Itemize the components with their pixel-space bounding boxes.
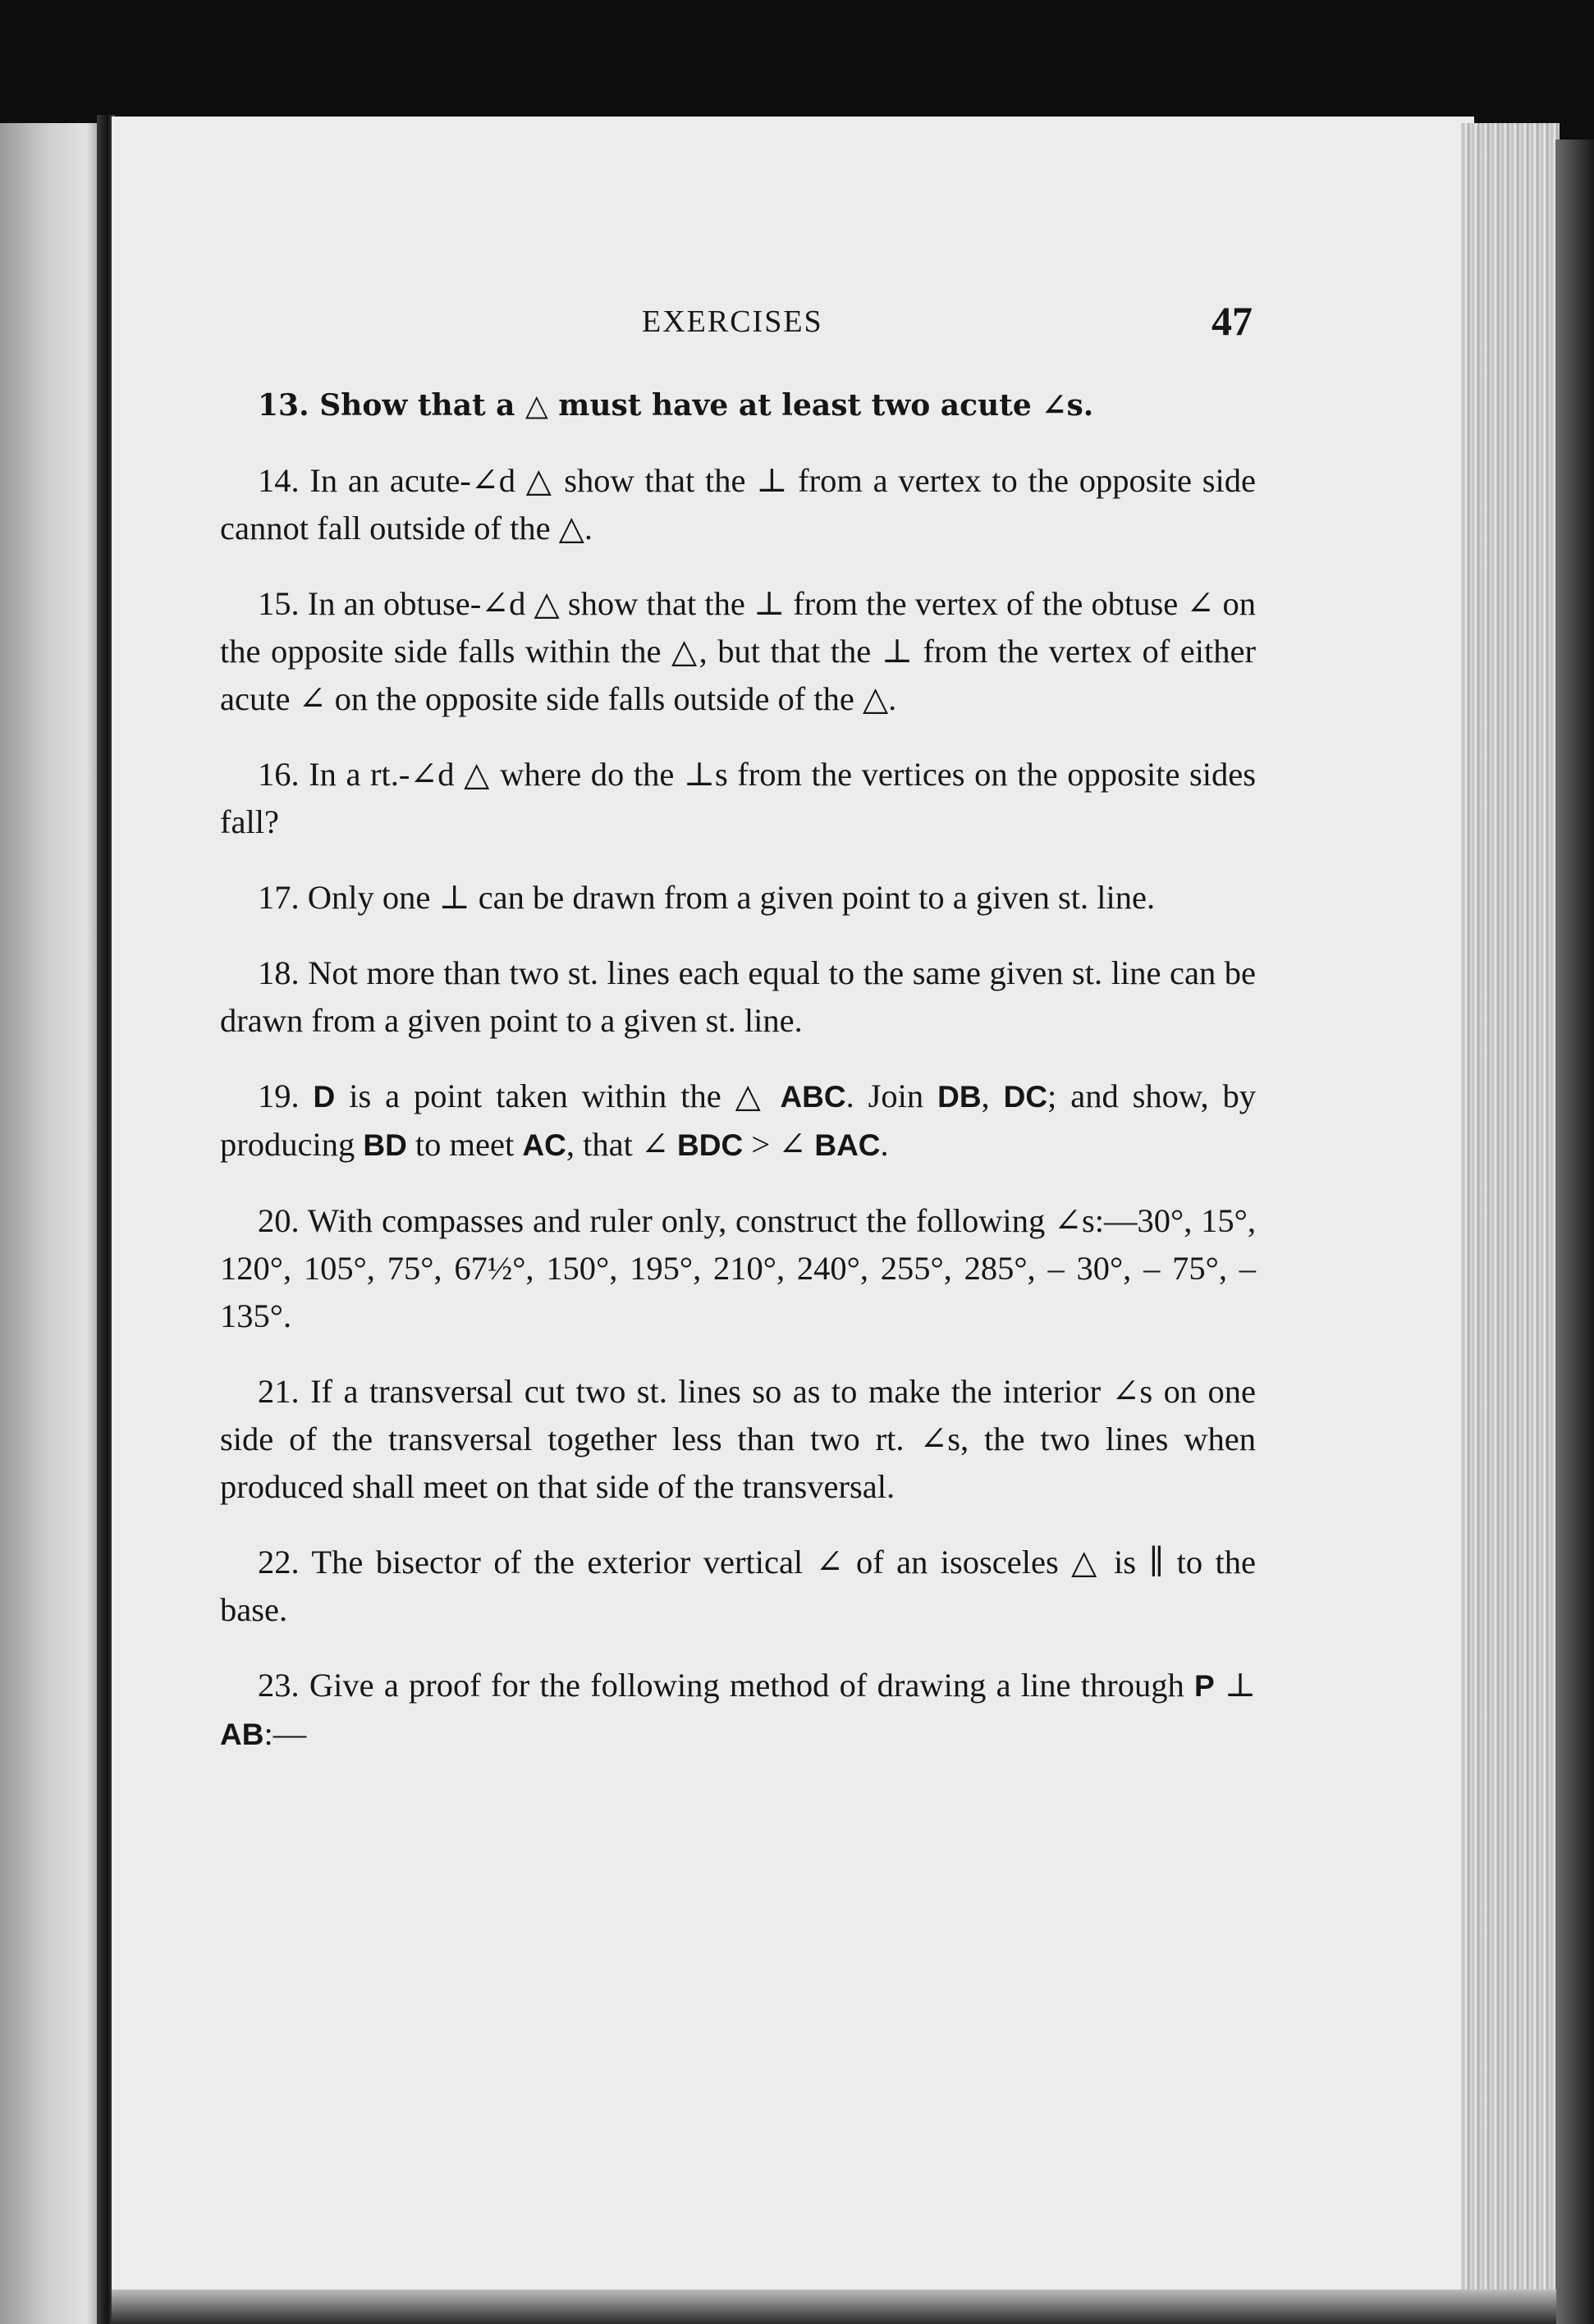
point-label: BD xyxy=(363,1128,407,1162)
exercise-text: ⊥ xyxy=(1214,1667,1256,1704)
exercise-text: The bisector of the exterior vertical ∠ of an isosceles △ is ∥ to the base. xyxy=(220,1544,1256,1628)
exercise-text: With compasses and ruler only, construct the following ∠s:—30°, 15°, 120°, 105°, 75°, 67½°, 150°, 195°, 210°, 240°, 255°, 285°, – 30°, – 75°, – 135°. xyxy=(220,1202,1256,1334)
exercise-22 xyxy=(220,1539,1256,1634)
exercise-number: 13. xyxy=(258,388,309,423)
point-label: DC xyxy=(1003,1080,1048,1114)
exercise-number: 16. xyxy=(258,756,300,793)
exercise-list xyxy=(220,382,1256,1759)
exercise-number: 23. xyxy=(258,1667,300,1704)
exercise-number: 19. xyxy=(258,1077,300,1114)
exercise-number: 15. xyxy=(258,585,300,622)
running-head xyxy=(0,298,1594,353)
book-cover-edge xyxy=(1555,140,1594,2324)
exercise-17 xyxy=(220,874,1256,922)
page-number: 47 xyxy=(1212,298,1253,344)
exercise-text: Not more than two st. lines each equal to the same given st. line can be drawn from a given point to a given st. line. xyxy=(220,954,1256,1039)
point-label: DB xyxy=(937,1080,982,1114)
point-label: P xyxy=(1193,1669,1215,1703)
page-title: EXERCISES xyxy=(642,304,823,339)
point-label: ABC xyxy=(780,1080,846,1114)
exercise-text: In an acute-∠d △ show that the ⊥ from a vertex to the opposite side cannot fall outside of the △. xyxy=(220,462,1256,547)
exercise-text: If a transversal cut two st. lines so as to make the interior ∠s on one side of the transversal together less than two rt. ∠s, the two lines when produced shall meet on that side of the transversal. xyxy=(220,1373,1257,1505)
point-label: D xyxy=(313,1080,336,1114)
exercise-23 xyxy=(220,1662,1256,1759)
page-edges xyxy=(1461,123,1560,2290)
point-label: BDC xyxy=(677,1128,744,1162)
point-label: BAC xyxy=(814,1128,881,1162)
exercise-text: In a rt.-∠d △ where do the ⊥s from the vertices on the opposite sides fall? xyxy=(220,756,1256,840)
exercise-text: :— xyxy=(263,1715,307,1752)
exercise-text: > ∠ xyxy=(743,1126,815,1163)
point-label: AC xyxy=(522,1128,566,1162)
exercise-number: 17. xyxy=(258,879,300,916)
exercise-text: , xyxy=(981,1077,1004,1114)
exercise-15 xyxy=(220,580,1256,723)
exercise-text: Give a proof for the following method of drawing a line through xyxy=(309,1667,1194,1704)
left-page-edge xyxy=(0,123,108,2324)
exercise-text: ; and show, by producing xyxy=(220,1077,1257,1163)
exercise-19 xyxy=(220,1073,1256,1169)
exercise-text: . xyxy=(880,1126,889,1163)
exercise-number: 14. xyxy=(258,462,300,499)
exercise-13 xyxy=(220,382,1256,429)
exercise-number: 18. xyxy=(258,954,300,991)
exercise-text: . Join xyxy=(845,1077,938,1114)
exercise-text: , that ∠ xyxy=(566,1126,678,1163)
exercise-number: 20. xyxy=(258,1202,300,1239)
exercise-text: In an obtuse-∠d △ show that the ⊥ from the vertex of the obtuse ∠ on the opposite side falls within the △, but that the ⊥ from the vertex of either acute ∠ on the opposite side falls outside of the △. xyxy=(220,585,1256,717)
exercise-14 xyxy=(220,457,1256,552)
exercise-number: 22. xyxy=(258,1544,300,1581)
exercise-21 xyxy=(220,1368,1256,1511)
exercise-text: is a point taken within the △ xyxy=(335,1077,781,1114)
exercise-16 xyxy=(220,751,1256,846)
exercise-18 xyxy=(220,949,1256,1045)
page-bottom-shadow xyxy=(112,2290,1556,2324)
point-label: AB xyxy=(220,1718,264,1751)
exercise-20 xyxy=(220,1197,1256,1340)
exercise-text: Show that a △ must have at least two acute ∠s. xyxy=(319,388,1094,423)
exercise-text: to meet xyxy=(406,1126,523,1163)
exercise-number: 21. xyxy=(258,1373,300,1410)
exercise-text: Only one ⊥ can be drawn from a given point to a given st. line. xyxy=(307,879,1156,916)
